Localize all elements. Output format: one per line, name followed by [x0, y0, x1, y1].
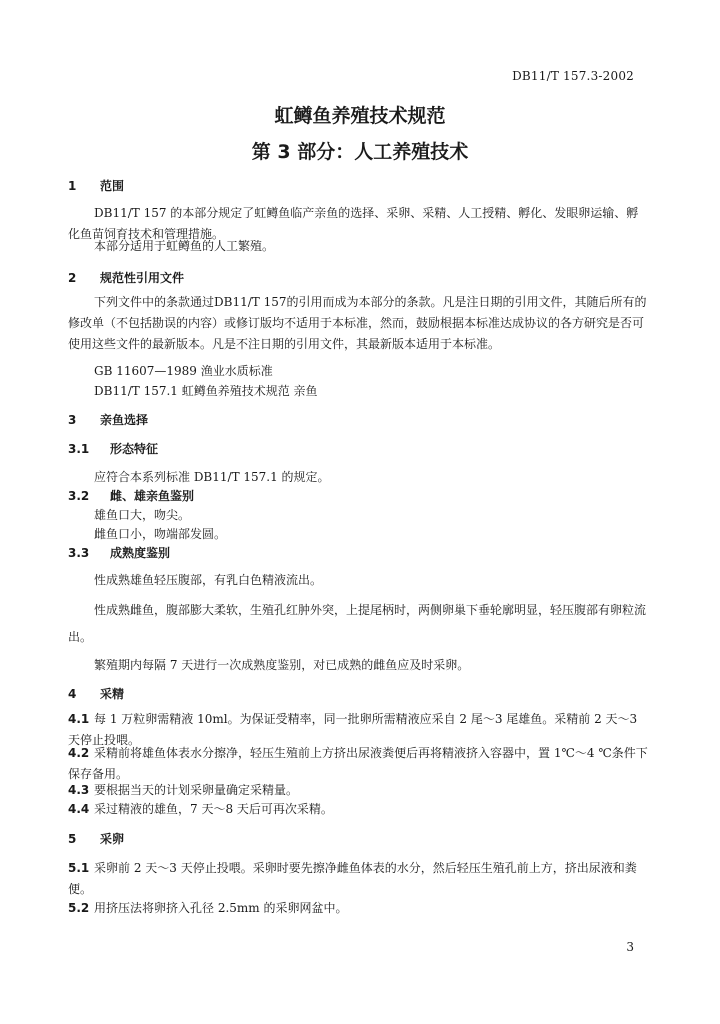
section-title: 亲鱼选择 — [100, 413, 149, 427]
section-title: 采精 — [100, 687, 125, 701]
clause-number: 5.2 — [68, 901, 90, 915]
section-number: 2 — [68, 271, 77, 285]
section-heading-5 — [68, 830, 124, 847]
paragraph: DB11/T 157 的本部分规定了虹鳟鱼临产亲鱼的选择、采卵、采精、人工授精、孵化、发眼卵运输、孵化鱼苗饲育技术和管理措施。 — [68, 206, 639, 241]
document-title: 虹鳟鱼养殖技术规范 — [274, 105, 446, 127]
paragraph: 雌鱼口小，吻端部发圆。 — [94, 527, 227, 541]
document-subtitle: 第 3 部分：人工养殖技术 — [251, 141, 469, 163]
section-title: 雌、雄亲鱼鉴别 — [110, 489, 195, 503]
section-title: 规范性引用文件 — [100, 271, 185, 285]
paragraph: 应符合本系列标准 DB11/T 157.1 的规定。 — [94, 470, 330, 484]
clause-number: 5.1 — [68, 861, 90, 875]
clause-text: 要根据当天的计划采卵量确定采精量。 — [94, 783, 299, 797]
reference-item: DB11/T 157.1 虹鳟鱼养殖技术规范 亲鱼 — [94, 384, 318, 398]
section-title: 采卵 — [100, 832, 125, 846]
clause-number: 4.1 — [68, 712, 90, 726]
clause-number: 4.4 — [68, 802, 90, 816]
clause-text: 每 1 万粒卵需精液 10ml。为保证受精率，同一批卵所需精液应采自 2 尾～3 尾雄鱼。采精前 2 天～3 天停止投喂。 — [68, 712, 638, 747]
paragraph: 繁殖期内每隔 7 天进行一次成熟度鉴别，对已成熟的雌鱼应及时采卵。 — [94, 658, 470, 672]
section-number: 1 — [68, 179, 77, 193]
clause-4-4 — [68, 799, 648, 820]
paragraph: 本部分适用于虹鳟鱼的人工繁殖。 — [94, 239, 275, 253]
section-title: 范围 — [100, 179, 125, 193]
section-heading-2 — [68, 269, 184, 286]
clause-number: 4.3 — [68, 783, 90, 797]
section-number: 3.3 — [68, 546, 90, 560]
clause-5-1 — [68, 858, 648, 900]
clause-4-3 — [68, 780, 648, 801]
reference-item: GB 11607—1989 渔业水质标准 — [94, 364, 273, 378]
section-number: 3 — [68, 413, 77, 427]
paragraph: 性成熟雄鱼轻压腹部，有乳白色精液流出。 — [94, 573, 323, 587]
clause-text: 用挤压法将卵挤入孔径 2.5mm 的采卵网盆中。 — [94, 901, 348, 915]
clause-number: 4.2 — [68, 746, 90, 760]
section-heading-4 — [68, 685, 124, 702]
paragraph: 性成熟雌鱼，腹部膨大柔软，生殖孔红肿外突，上提尾柄时，两侧卵巢下垂轮廓明显，轻压腹部有卵粒流出。 — [68, 603, 647, 644]
subsection-heading-3-2 — [68, 487, 194, 504]
clause-5-2 — [68, 898, 648, 919]
clause-text: 采卵前 2 天～3 天停止投喂。采卵时要先擦净雌鱼体表的水分，然后轻压生殖孔前上方，挤出尿液和粪便。 — [68, 861, 637, 896]
clause-text: 采精前将雄鱼体表水分擦净，轻压生殖前上方挤出尿液粪便后再将精液挤入容器中，置 1℃～4 ℃条件下保存备用。 — [68, 746, 648, 781]
clause-text: 采过精液的雄鱼，7 天～8 天后可再次采精。 — [94, 802, 333, 816]
subsection-heading-3-3 — [68, 544, 170, 561]
section-number: 3.2 — [68, 489, 90, 503]
section-heading-1 — [68, 177, 124, 194]
paragraph: 下列文件中的条款通过DB11/T 157的引用而成为本部分的条款。凡是注日期的引用文件，其随后所有的修改单（不包括勘误的内容）或修订版均不适用于本标准，然而，鼓励根据本标准达成协议的各方研究是否可使用这些文件的最新版本。凡是不注日期的引用文件，其最新版本适用于本标准。 — [68, 295, 647, 351]
section-number: 4 — [68, 687, 77, 701]
section-heading-3 — [68, 411, 148, 428]
section-number: 5 — [68, 832, 77, 846]
paragraph: 雄鱼口大，吻尖。 — [94, 508, 191, 522]
page-number: 3 — [626, 940, 634, 954]
standard-code: DB11/T 157.3-2002 — [512, 69, 634, 83]
section-number: 3.1 — [68, 442, 90, 456]
subsection-heading-3-1 — [68, 440, 158, 457]
section-title: 成熟度鉴别 — [110, 546, 171, 560]
clause-4-2 — [68, 743, 648, 785]
section-title: 形态特征 — [110, 442, 159, 456]
